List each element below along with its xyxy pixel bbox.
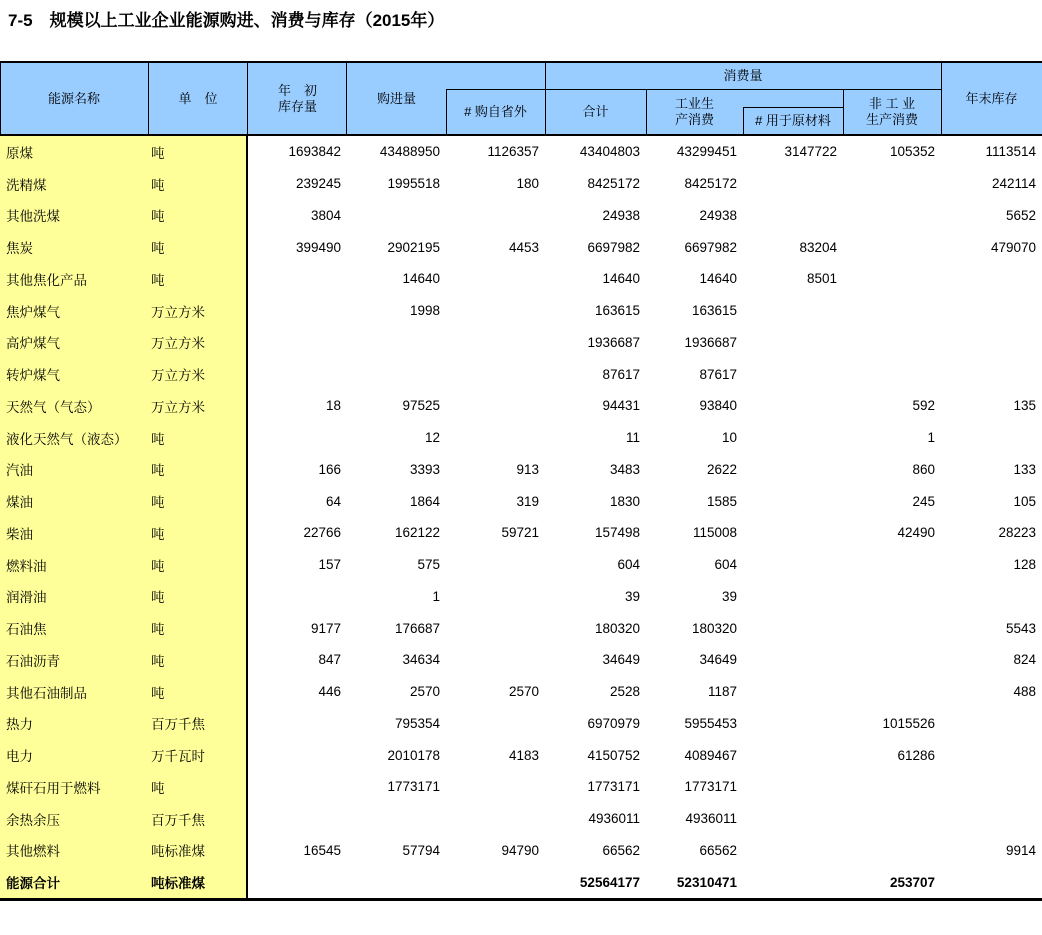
row-value-cell: 105352 (889, 144, 935, 160)
row-value-cell (743, 581, 843, 613)
row-value-cell: 39 (721, 588, 737, 604)
row-unit: 万立方米 (148, 390, 248, 422)
row-value-cell: 133 (1013, 461, 1036, 477)
header-unit: 单 位 (178, 90, 218, 106)
grid-line (743, 107, 744, 134)
row-value-cell (248, 327, 347, 359)
row-value-cell: 488 (1013, 684, 1036, 700)
grid-line (446, 89, 447, 134)
row-value-cell: 319 (516, 493, 539, 509)
table-row (0, 263, 1042, 295)
row-energy-name: 焦炭 (0, 231, 148, 263)
row-value-cell (941, 295, 1042, 327)
row-value-cell (446, 390, 545, 422)
table-row (0, 612, 1042, 644)
table-row (0, 581, 1042, 613)
row-value-cell: 2622 (706, 461, 737, 477)
row-value-cell: 97525 (402, 398, 440, 414)
row-value-cell: 1 (927, 430, 935, 446)
row-value-cell: 253707 (889, 874, 935, 890)
row-value-cell: 4183 (508, 747, 539, 763)
table-row (0, 866, 1042, 898)
table-row (0, 231, 1042, 263)
row-value-cell: 575 (417, 557, 440, 573)
row-value-cell (843, 835, 941, 867)
row-value-cell (843, 644, 941, 676)
table-row (0, 803, 1042, 835)
row-value-cell (843, 803, 941, 835)
row-value-cell: 1998 (409, 303, 440, 319)
row-value-cell (446, 771, 545, 803)
row-value-cell: 5955453 (684, 715, 737, 731)
header-non-industrial-line1: 非 工 业 (868, 95, 916, 111)
row-value-cell (843, 263, 941, 295)
row-unit: 百万千焦 (148, 708, 248, 740)
row-value-cell (743, 295, 843, 327)
row-value-cell: 157498 (594, 525, 640, 541)
row-value-cell (446, 200, 545, 232)
row-energy-name: 能源合计 (0, 866, 148, 898)
row-value-cell: 43404803 (579, 144, 640, 160)
row-value-cell (347, 200, 446, 232)
row-value-cell (743, 644, 843, 676)
row-value-cell (743, 866, 843, 898)
row-value-cell: 1864 (409, 493, 440, 509)
row-value-cell: 57794 (402, 842, 440, 858)
grid-line (148, 63, 149, 134)
row-value-cell (941, 803, 1042, 835)
row-unit: 吨 (148, 263, 248, 295)
row-value-cell: 87617 (602, 366, 640, 382)
row-value-cell (941, 739, 1042, 771)
row-energy-name: 焦炉煤气 (0, 295, 148, 327)
row-value-cell: 166 (318, 461, 341, 477)
row-value-cell (941, 866, 1042, 898)
header-beginning-inventory (248, 63, 347, 134)
row-value-cell: 9177 (310, 620, 341, 636)
row-energy-name: 天然气（气态） (0, 390, 148, 422)
header-non-industrial-consumption (843, 89, 941, 134)
row-value-cell: 180 (516, 176, 539, 192)
row-energy-name: 其他洗煤 (0, 200, 148, 232)
row-value-cell (248, 422, 347, 454)
row-unit: 吨 (148, 422, 248, 454)
row-value-cell: 2010178 (387, 747, 440, 763)
row-unit: 吨 (148, 549, 248, 581)
page-title: 7-5 规模以上工业企业能源购进、消费与库存（2015年） (8, 11, 445, 30)
row-value-cell (446, 708, 545, 740)
header-used-as-raw-material: # 用于原材料 (755, 112, 831, 128)
row-value-cell (347, 803, 446, 835)
row-energy-name: 转炉煤气 (0, 358, 148, 390)
row-value-cell: 163615 (594, 303, 640, 319)
table-row (0, 644, 1042, 676)
row-energy-name: 润滑油 (0, 581, 148, 613)
row-value-cell: 8425172 (684, 176, 737, 192)
row-value-cell (248, 866, 347, 898)
header-industrial-consumption-line2: 产消费 (674, 111, 714, 127)
row-value-cell: 847 (318, 652, 341, 668)
row-energy-name: 其他燃料 (0, 835, 148, 867)
row-value-cell (941, 422, 1042, 454)
table-row (0, 136, 1042, 168)
row-value-cell (743, 803, 843, 835)
row-energy-name: 煤油 (0, 485, 148, 517)
row-energy-name: 洗精煤 (0, 168, 148, 200)
row-value-cell: 52310471 (676, 874, 737, 890)
row-value-cell: 4089467 (684, 747, 737, 763)
header-industrial-consumption-line1: 工业生 (674, 95, 714, 111)
row-value-cell: 94790 (501, 842, 539, 858)
row-unit: 吨 (148, 517, 248, 549)
row-unit: 百万千焦 (148, 803, 248, 835)
header-non-industrial-line2: 生产消费 (865, 111, 918, 127)
grid-line (247, 63, 248, 134)
header-energy-name: 能源名称 (47, 90, 100, 106)
row-value-cell: 1773171 (587, 779, 640, 795)
table-row (0, 454, 1042, 486)
row-value-cell: 52564177 (579, 874, 640, 890)
table-row (0, 517, 1042, 549)
row-unit: 吨 (148, 485, 248, 517)
row-value-cell: 24938 (699, 207, 737, 223)
row-unit: 吨 (148, 454, 248, 486)
row-value-cell: 163615 (691, 303, 737, 319)
row-energy-name: 热力 (0, 708, 148, 740)
row-value-cell: 913 (516, 461, 539, 477)
row-value-cell: 94431 (602, 398, 640, 414)
row-value-cell: 4936011 (685, 811, 737, 827)
table-row (0, 835, 1042, 867)
row-value-cell: 180320 (691, 620, 737, 636)
row-value-cell: 83204 (799, 239, 837, 255)
row-value-cell: 34649 (602, 652, 640, 668)
row-value-cell: 2902195 (387, 239, 440, 255)
row-value-cell: 115008 (692, 525, 737, 541)
row-value-cell: 4936011 (588, 811, 640, 827)
table-row (0, 676, 1042, 708)
row-value-cell: 66562 (602, 842, 640, 858)
table-row (0, 549, 1042, 581)
row-value-cell: 43299451 (676, 144, 737, 160)
header-purchases: 购进量 (376, 90, 416, 106)
row-value-cell: 5543 (1005, 620, 1036, 636)
grid-line (743, 107, 843, 108)
row-value-cell: 239245 (295, 176, 341, 192)
row-unit: 吨 (148, 771, 248, 803)
row-value-cell: 34634 (402, 652, 440, 668)
row-value-cell: 87617 (699, 366, 737, 382)
row-value-cell: 1773171 (684, 779, 737, 795)
table-row (0, 200, 1042, 232)
row-value-cell: 1995518 (387, 176, 440, 192)
table-row (0, 708, 1042, 740)
row-unit: 吨 (148, 200, 248, 232)
header-consumption-total: 合计 (582, 103, 609, 119)
row-value-cell: 162122 (394, 525, 440, 541)
row-energy-name: 原煤 (0, 136, 148, 168)
row-unit: 吨 (148, 136, 248, 168)
row-value-cell: 64 (325, 493, 341, 509)
grid-line (843, 89, 844, 134)
row-energy-name: 燃料油 (0, 549, 148, 581)
row-energy-name: 余热余压 (0, 803, 148, 835)
row-value-cell (347, 358, 446, 390)
row-value-cell (941, 263, 1042, 295)
row-value-cell (843, 231, 941, 263)
row-value-cell (843, 168, 941, 200)
row-value-cell: 39 (624, 588, 640, 604)
table-row (0, 739, 1042, 771)
row-value-cell (843, 676, 941, 708)
row-value-cell (843, 549, 941, 581)
row-value-cell: 1 (432, 588, 440, 604)
header-consumption-group: 消费量 (723, 68, 763, 83)
row-value-cell (843, 327, 941, 359)
row-value-cell: 157 (318, 557, 341, 573)
row-value-cell: 795354 (394, 715, 440, 731)
row-value-cell: 14640 (699, 271, 737, 287)
table-row (0, 485, 1042, 517)
row-value-cell (843, 612, 941, 644)
row-value-cell (743, 835, 843, 867)
row-value-cell: 59721 (501, 525, 539, 541)
row-value-cell: 5652 (1005, 207, 1036, 223)
row-energy-name: 汽油 (0, 454, 148, 486)
row-unit: 万千瓦时 (148, 739, 248, 771)
row-value-cell (743, 358, 843, 390)
row-value-cell: 14640 (402, 271, 440, 287)
header-beginning-inventory-line2: 库存量 (277, 98, 317, 114)
row-value-cell: 3393 (409, 461, 440, 477)
row-value-cell: 3483 (609, 461, 640, 477)
row-value-cell: 1113514 (985, 144, 1036, 160)
row-value-cell (941, 327, 1042, 359)
table-body (0, 136, 1042, 901)
row-value-cell: 176687 (394, 620, 440, 636)
row-value-cell: 604 (617, 557, 640, 573)
row-unit: 万立方米 (148, 358, 248, 390)
row-unit: 万立方米 (148, 295, 248, 327)
row-value-cell: 1773171 (387, 779, 440, 795)
row-value-cell (248, 708, 347, 740)
row-value-cell (743, 517, 843, 549)
row-value-cell: 128 (1013, 557, 1036, 573)
row-value-cell (843, 581, 941, 613)
row-value-cell (248, 739, 347, 771)
row-value-cell: 11 (625, 430, 640, 446)
row-value-cell: 1693842 (288, 144, 341, 160)
table-row (0, 771, 1042, 803)
header-industrial-consumption (646, 89, 743, 134)
table-row (0, 327, 1042, 359)
row-energy-name: 电力 (0, 739, 148, 771)
row-value-cell (446, 263, 545, 295)
row-value-cell: 24938 (602, 207, 640, 223)
row-energy-name: 其他石油制品 (0, 676, 148, 708)
row-value-cell (743, 739, 843, 771)
row-unit: 吨 (148, 581, 248, 613)
row-value-cell (743, 168, 843, 200)
row-value-cell (743, 485, 843, 517)
row-value-cell: 3147722 (784, 144, 837, 160)
row-value-cell (843, 295, 941, 327)
row-value-cell: 4150752 (587, 747, 640, 763)
row-value-cell: 399490 (295, 239, 341, 255)
header-purchased-outside-province: # 购自省外 (464, 103, 527, 119)
table-row (0, 295, 1042, 327)
row-value-cell: 14640 (602, 271, 640, 287)
row-value-cell: 446 (318, 684, 341, 700)
row-value-cell: 242114 (991, 176, 1036, 192)
row-energy-name: 液化天然气（液态） (0, 422, 148, 454)
row-value-cell: 93840 (699, 398, 737, 414)
row-value-cell (248, 771, 347, 803)
row-value-cell (843, 358, 941, 390)
row-value-cell (743, 771, 843, 803)
row-value-cell: 6697982 (684, 239, 737, 255)
row-value-cell: 1585 (706, 493, 737, 509)
row-value-cell: 42490 (897, 525, 935, 541)
row-value-cell (446, 581, 545, 613)
row-unit: 吨 (148, 168, 248, 200)
row-value-cell: 12 (424, 430, 440, 446)
row-value-cell (743, 676, 843, 708)
row-value-cell: 2570 (409, 684, 440, 700)
row-value-cell: 245 (912, 493, 935, 509)
row-energy-name: 高炉煤气 (0, 327, 148, 359)
row-value-cell (743, 422, 843, 454)
row-value-cell (941, 358, 1042, 390)
row-value-cell: 3804 (310, 207, 341, 223)
row-unit: 吨标准煤 (148, 835, 248, 867)
row-value-cell (446, 327, 545, 359)
grid-line (545, 63, 546, 134)
row-value-cell: 8501 (806, 271, 837, 287)
header-year-end-inventory: 年末库存 (965, 90, 1018, 106)
row-value-cell (743, 454, 843, 486)
table-row (0, 168, 1042, 200)
row-value-cell: 22766 (303, 525, 341, 541)
row-value-cell (446, 358, 545, 390)
row-value-cell: 604 (714, 557, 737, 573)
row-value-cell (446, 803, 545, 835)
row-value-cell: 8425172 (587, 176, 640, 192)
row-value-cell (248, 803, 347, 835)
row-value-cell (843, 200, 941, 232)
row-value-cell (743, 549, 843, 581)
row-value-cell (347, 866, 446, 898)
row-unit: 吨标准煤 (148, 866, 248, 898)
row-value-cell (347, 327, 446, 359)
row-value-cell (446, 866, 545, 898)
row-energy-name: 柴油 (0, 517, 148, 549)
row-value-cell: 1936687 (587, 334, 640, 350)
row-value-cell: 6697982 (587, 239, 640, 255)
row-value-cell: 9914 (1005, 842, 1036, 858)
row-unit: 吨 (148, 612, 248, 644)
row-energy-name: 煤矸石用于燃料 (0, 771, 148, 803)
header-beginning-inventory-line1: 年 初 (277, 82, 317, 98)
row-value-cell: 1830 (609, 493, 640, 509)
row-value-cell: 43488950 (379, 144, 440, 160)
row-value-cell: 1936687 (684, 334, 737, 350)
row-value-cell (248, 581, 347, 613)
grid-line (346, 63, 347, 134)
grid-line (0, 63, 1, 134)
grid-line (941, 63, 942, 134)
row-value-cell: 824 (1013, 652, 1036, 668)
row-value-cell: 66562 (699, 842, 737, 858)
row-value-cell: 105 (1013, 493, 1036, 509)
row-energy-name: 其他焦化产品 (0, 263, 148, 295)
row-value-cell: 1126357 (487, 144, 539, 160)
grid-line (446, 89, 941, 90)
row-energy-name: 石油焦 (0, 612, 148, 644)
row-value-cell (446, 612, 545, 644)
row-value-cell (743, 390, 843, 422)
row-value-cell (248, 358, 347, 390)
row-value-cell: 135 (1013, 398, 1036, 414)
table-row (0, 358, 1042, 390)
row-value-cell: 2528 (609, 684, 640, 700)
row-value-cell: 860 (912, 461, 935, 477)
table-row (0, 422, 1042, 454)
row-value-cell: 479070 (990, 239, 1036, 255)
row-value-cell (743, 327, 843, 359)
row-value-cell: 28223 (998, 525, 1036, 541)
row-value-cell (941, 771, 1042, 803)
row-value-cell (446, 422, 545, 454)
row-value-cell: 4453 (508, 239, 539, 255)
row-unit: 吨 (148, 231, 248, 263)
row-value-cell: 180320 (594, 620, 640, 636)
row-value-cell: 18 (325, 398, 341, 414)
row-value-cell: 61286 (897, 747, 935, 763)
row-value-cell: 1015526 (882, 715, 935, 731)
row-energy-name: 石油沥青 (0, 644, 148, 676)
row-value-cell (248, 295, 347, 327)
row-value-cell: 10 (721, 430, 737, 446)
row-value-cell (446, 644, 545, 676)
row-value-cell: 1187 (707, 684, 737, 700)
row-value-cell: 16545 (303, 842, 341, 858)
row-unit: 吨 (148, 644, 248, 676)
table-row (0, 390, 1042, 422)
row-value-cell (743, 200, 843, 232)
row-value-cell (941, 581, 1042, 613)
row-value-cell (743, 612, 843, 644)
row-unit: 吨 (148, 676, 248, 708)
row-value-cell (843, 771, 941, 803)
row-value-cell (446, 295, 545, 327)
row-value-cell (248, 263, 347, 295)
row-unit: 万立方米 (148, 327, 248, 359)
row-value-cell: 34649 (699, 652, 737, 668)
row-value-cell: 2570 (508, 684, 539, 700)
grid-line (646, 89, 647, 134)
row-value-cell (743, 708, 843, 740)
row-value-cell (446, 549, 545, 581)
row-value-cell: 6970979 (587, 715, 640, 731)
row-value-cell (941, 708, 1042, 740)
row-value-cell: 592 (912, 398, 935, 414)
table-header (0, 61, 1042, 136)
